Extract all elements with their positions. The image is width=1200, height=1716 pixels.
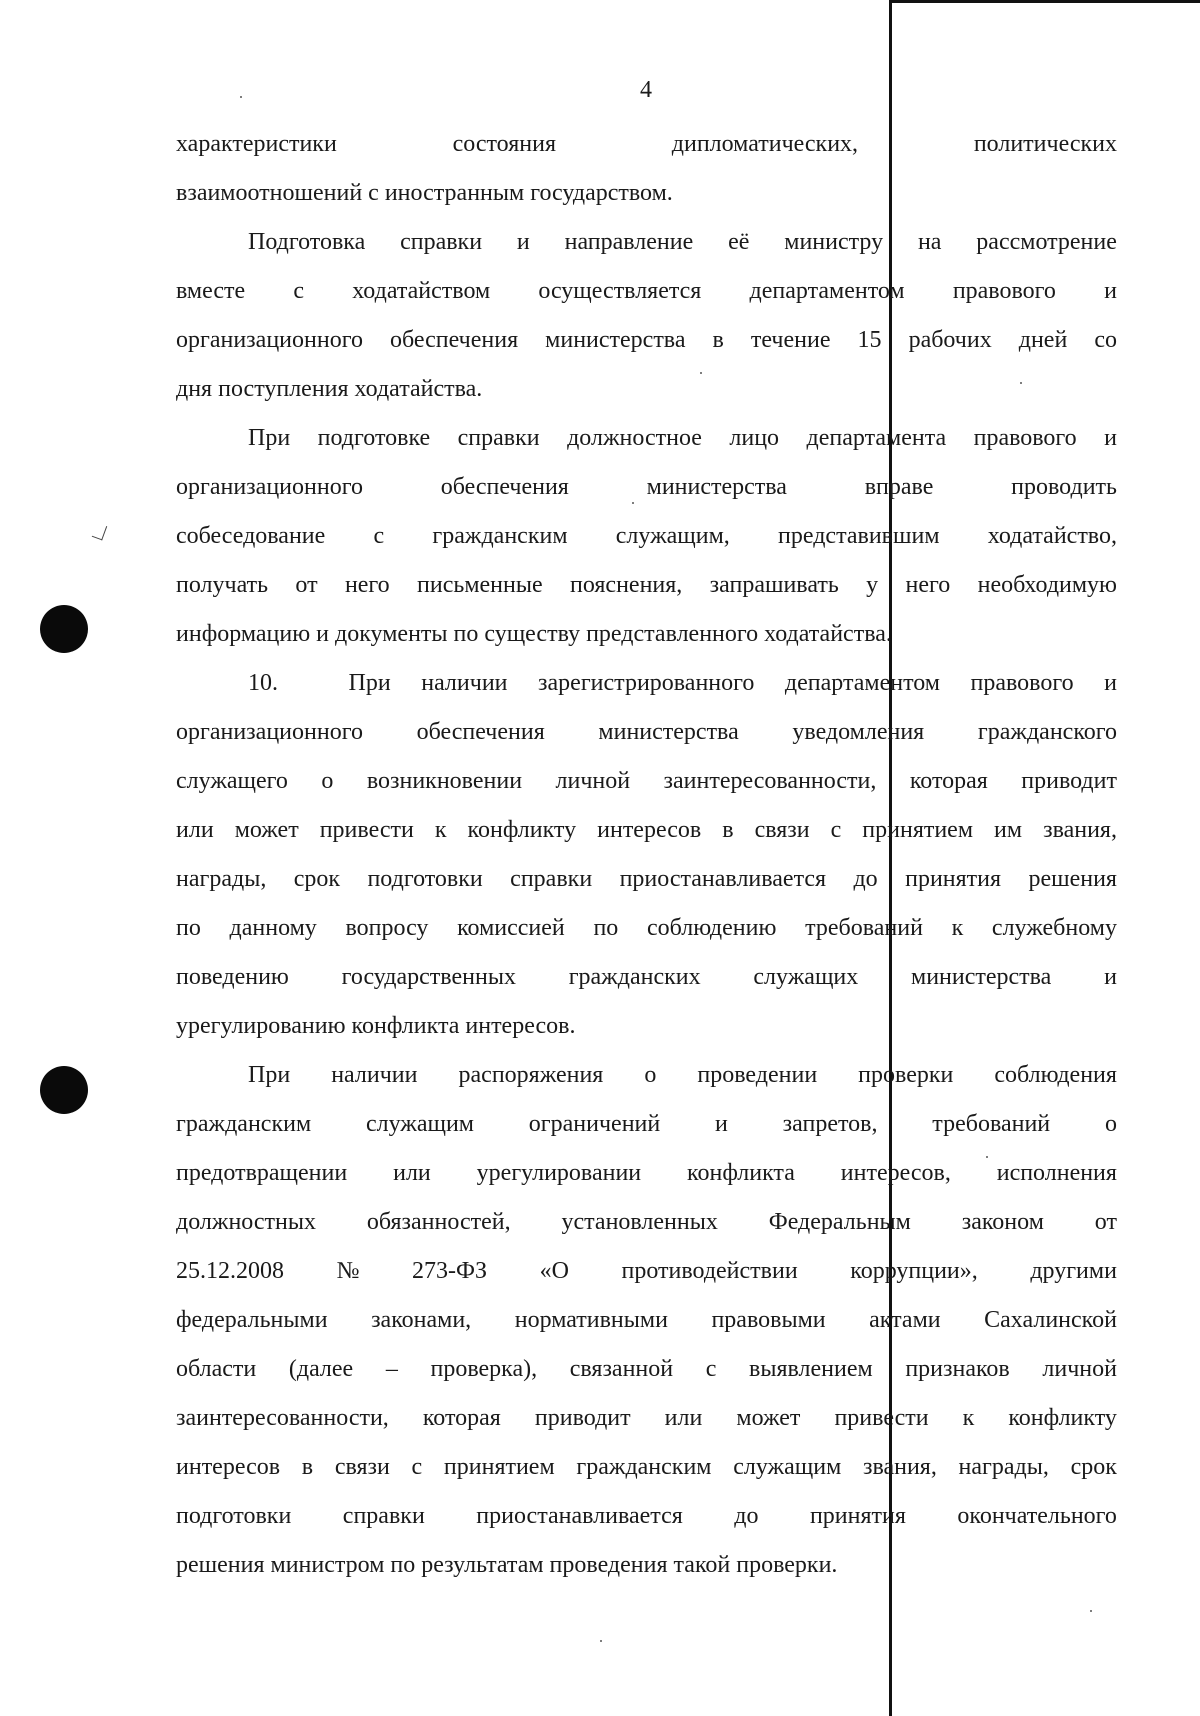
word: поведению	[176, 964, 289, 990]
text-line	[176, 1443, 1117, 1492]
word: правового	[970, 670, 1074, 696]
word: которая	[909, 768, 988, 794]
word: в	[712, 327, 724, 353]
text-line: дня поступления ходатайства.	[176, 376, 483, 402]
word: осуществляется	[538, 278, 702, 304]
word: принятия	[905, 866, 1002, 892]
word: гражданским	[432, 523, 568, 549]
word: гражданских	[568, 964, 701, 990]
page-number: 4	[640, 77, 652, 103]
word: государственных	[341, 964, 516, 990]
word: уведомления	[792, 719, 925, 745]
word: соблюдению	[646, 915, 777, 941]
word: подготовки	[367, 866, 483, 892]
word: интересов,	[840, 1160, 951, 1186]
word: 25.12.2008	[176, 1258, 284, 1284]
text-line: решения министром по результатам проведения такой проверки.	[176, 1552, 838, 1578]
word: им	[994, 817, 1023, 843]
word: и	[715, 1111, 728, 1137]
word: окончательного	[957, 1503, 1117, 1529]
word: связанной	[569, 1356, 674, 1382]
text-line	[176, 1394, 1117, 1443]
text-line	[176, 1345, 1117, 1394]
word: гражданским	[576, 1454, 712, 1480]
word: представившим	[778, 523, 940, 549]
word: ограничений	[528, 1111, 661, 1137]
word: награды,	[958, 1454, 1049, 1480]
word: связи	[334, 1454, 390, 1480]
scan-speck	[1090, 1610, 1092, 1612]
word: При	[348, 670, 391, 696]
word: срок	[293, 866, 341, 892]
word: решения	[1028, 866, 1117, 892]
word: конфликту	[1008, 1405, 1117, 1431]
word: подготовке	[317, 425, 431, 451]
word: звания,	[1043, 817, 1117, 843]
word: Федеральным	[768, 1209, 911, 1235]
word: служебному	[991, 915, 1117, 941]
word: «О	[539, 1258, 569, 1284]
word: гражданского	[977, 719, 1117, 745]
word: со	[1094, 327, 1117, 353]
text-line	[176, 414, 1117, 463]
word: личной	[1042, 1356, 1117, 1382]
word: должностное	[567, 425, 702, 451]
word: требований	[805, 915, 923, 941]
word: письменные	[417, 572, 543, 598]
word: принятия	[809, 1503, 906, 1529]
word: урегулировании	[476, 1160, 642, 1186]
word: конфликту	[467, 817, 577, 843]
document-body	[176, 120, 1117, 1590]
word: должностных	[176, 1209, 317, 1235]
word: приостанавливается	[476, 1503, 683, 1529]
word: о	[644, 1062, 657, 1088]
word: конфликта	[687, 1160, 795, 1186]
word: справки	[400, 229, 483, 255]
word: получать	[176, 572, 269, 598]
text-line	[176, 1247, 1117, 1296]
word: привести	[319, 817, 414, 843]
word: или	[176, 817, 214, 843]
word: от	[1094, 1209, 1117, 1235]
paragraph-number: 10.	[248, 670, 278, 696]
word: зарегистрированного	[538, 670, 755, 696]
word: приводит	[1021, 768, 1117, 794]
word: к	[951, 915, 964, 941]
word: может	[234, 817, 299, 843]
word: с	[705, 1356, 717, 1382]
word: выявлением	[749, 1356, 873, 1382]
word: и	[516, 229, 530, 255]
word: собеседование	[176, 523, 326, 549]
word: министерства	[545, 327, 686, 353]
text-line	[176, 1198, 1117, 1247]
word: департамента	[806, 425, 947, 451]
text-line	[176, 1492, 1117, 1541]
word: ходатайством	[352, 278, 491, 304]
word: звания,	[862, 1454, 937, 1480]
word: запретов,	[782, 1111, 878, 1137]
word: правового	[973, 425, 1077, 451]
word: направление	[564, 229, 694, 255]
word: служащим	[365, 1111, 474, 1137]
word: проверки	[858, 1062, 954, 1088]
word: другими	[1030, 1258, 1117, 1284]
word: проведении	[697, 1062, 818, 1088]
text-line	[176, 1051, 1117, 1100]
word: личной	[555, 768, 631, 794]
word: гражданским	[176, 1111, 312, 1137]
word: пояснения,	[570, 572, 683, 598]
text-line	[176, 757, 1117, 806]
word: о	[321, 768, 334, 794]
word: №	[336, 1258, 360, 1284]
word: установленных	[561, 1209, 718, 1235]
word: интересов	[176, 1454, 281, 1480]
word: и	[1104, 278, 1117, 304]
word: организационного	[176, 719, 363, 745]
word: возникновении	[366, 768, 523, 794]
text-line	[176, 267, 1117, 316]
word: у	[866, 572, 879, 598]
punch-hole-upper	[40, 605, 88, 653]
word: законом	[961, 1209, 1044, 1235]
word: обеспечения	[416, 719, 545, 745]
text-line	[176, 561, 1117, 610]
word: противодействии	[621, 1258, 798, 1284]
word: рабочих	[908, 327, 992, 353]
word: правового	[952, 278, 1056, 304]
word: признаков	[905, 1356, 1010, 1382]
word: 273-ФЗ	[412, 1258, 488, 1284]
word: рассмотрение	[976, 229, 1117, 255]
word: в	[301, 1454, 314, 1480]
text-line	[176, 659, 1117, 708]
word: распоряжения	[458, 1062, 604, 1088]
word: департаментом	[749, 278, 905, 304]
word: с	[293, 278, 305, 304]
word: по	[176, 915, 201, 941]
word: обеспечения	[440, 474, 569, 500]
word: проводить	[1011, 474, 1117, 500]
text-line	[176, 463, 1117, 512]
word: срок	[1070, 1454, 1117, 1480]
word: данному	[229, 915, 317, 941]
scan-artifact-top-line	[889, 0, 1200, 3]
word: –	[385, 1356, 398, 1382]
text-line	[176, 806, 1117, 855]
word: него	[905, 572, 951, 598]
word: департаментом	[784, 670, 940, 696]
word: принятием	[443, 1454, 555, 1480]
word: приводит	[534, 1405, 631, 1431]
word: характеристики	[176, 131, 337, 157]
word: к	[434, 817, 447, 843]
word: с	[830, 817, 842, 843]
word: от	[295, 572, 318, 598]
punch-hole-lower	[40, 1066, 88, 1114]
word: по	[593, 915, 619, 941]
text-line	[176, 120, 1117, 169]
text-line	[176, 953, 1117, 1002]
word: комиссией	[457, 915, 565, 941]
text-line: информацию и документы по существу представленного ходатайства.	[176, 621, 892, 647]
word: нормативными	[514, 1307, 668, 1333]
word: лицо	[729, 425, 780, 451]
word: ходатайство,	[987, 523, 1117, 549]
word: При	[248, 425, 291, 451]
word: с	[411, 1454, 423, 1480]
word: или	[393, 1160, 431, 1186]
word: предотвращении	[176, 1160, 348, 1186]
word: служащего	[176, 768, 288, 794]
word: связи	[754, 817, 810, 843]
word: актами	[869, 1307, 941, 1333]
word: (далее	[288, 1356, 354, 1382]
word: вправе	[864, 474, 934, 500]
word: с	[373, 523, 385, 549]
text-line	[176, 708, 1117, 757]
word: течение	[750, 327, 831, 353]
scan-speck	[240, 96, 242, 98]
word: в	[722, 817, 734, 843]
word: справки	[342, 1503, 425, 1529]
word: справки	[510, 866, 593, 892]
word: интересов	[597, 817, 702, 843]
word: При	[248, 1062, 291, 1088]
word: к	[962, 1405, 975, 1431]
word: дней	[1018, 327, 1068, 353]
text-line	[176, 855, 1117, 904]
word: дипломатических,	[671, 131, 859, 157]
margin-mark	[92, 523, 107, 541]
word: министерства	[646, 474, 787, 500]
word: может	[736, 1405, 801, 1431]
word: области	[176, 1356, 257, 1382]
word: правовыми	[711, 1307, 826, 1333]
word: заинтересованности,	[176, 1405, 389, 1431]
word: и	[1104, 670, 1117, 696]
word: привести	[834, 1405, 929, 1431]
word: министру	[784, 229, 884, 255]
word: справки	[457, 425, 540, 451]
word: которая	[422, 1405, 501, 1431]
word: о	[1104, 1111, 1117, 1137]
word: состояния	[452, 131, 556, 157]
word: служащих	[753, 964, 859, 990]
text-line	[176, 1296, 1117, 1345]
word: него	[344, 572, 390, 598]
word: или	[664, 1405, 703, 1431]
word: запрашивать	[709, 572, 839, 598]
word: до	[853, 866, 878, 892]
word: требований	[932, 1111, 1051, 1137]
word: организационного	[176, 327, 363, 353]
word: приостанавливается	[619, 866, 827, 892]
word: заинтересованности,	[663, 768, 877, 794]
word: на	[917, 229, 942, 255]
word: организационного	[176, 474, 363, 500]
text-line	[176, 904, 1117, 953]
word: исполнения	[996, 1160, 1117, 1186]
text-line	[176, 1100, 1117, 1149]
word: служащим,	[615, 523, 730, 549]
text-line	[176, 316, 1117, 365]
word: её	[728, 229, 750, 255]
word: проверка),	[430, 1356, 538, 1382]
word: и	[1104, 964, 1117, 990]
word: министерства	[911, 964, 1052, 990]
word: награды,	[176, 866, 267, 892]
word: соблюдения	[994, 1062, 1117, 1088]
word: вместе	[176, 278, 246, 304]
word: принятием	[862, 817, 974, 843]
text-line: урегулированию конфликта интересов.	[176, 1013, 576, 1039]
word: обязанностей,	[366, 1209, 511, 1235]
word: 15	[857, 327, 882, 353]
text-line	[176, 1149, 1117, 1198]
word: подготовки	[176, 1503, 292, 1529]
text-line	[176, 512, 1117, 561]
text-line: взаимоотношений с иностранным государством.	[176, 180, 673, 206]
word: коррупции»,	[850, 1258, 978, 1284]
word: служащим	[733, 1454, 842, 1480]
word: наличии	[331, 1062, 418, 1088]
word: до	[734, 1503, 759, 1529]
word: наличии	[421, 670, 508, 696]
word: законами,	[371, 1307, 472, 1333]
word: политических	[973, 131, 1117, 157]
word: министерства	[598, 719, 739, 745]
scan-speck	[600, 1640, 602, 1642]
word: Сахалинской	[984, 1307, 1117, 1333]
word: вопросу	[345, 915, 429, 941]
word: федеральными	[176, 1307, 328, 1333]
word: обеспечения	[389, 327, 519, 353]
text-line	[176, 218, 1117, 267]
word: и	[1104, 425, 1117, 451]
word: Подготовка	[248, 229, 366, 255]
word: необходимую	[977, 572, 1117, 598]
